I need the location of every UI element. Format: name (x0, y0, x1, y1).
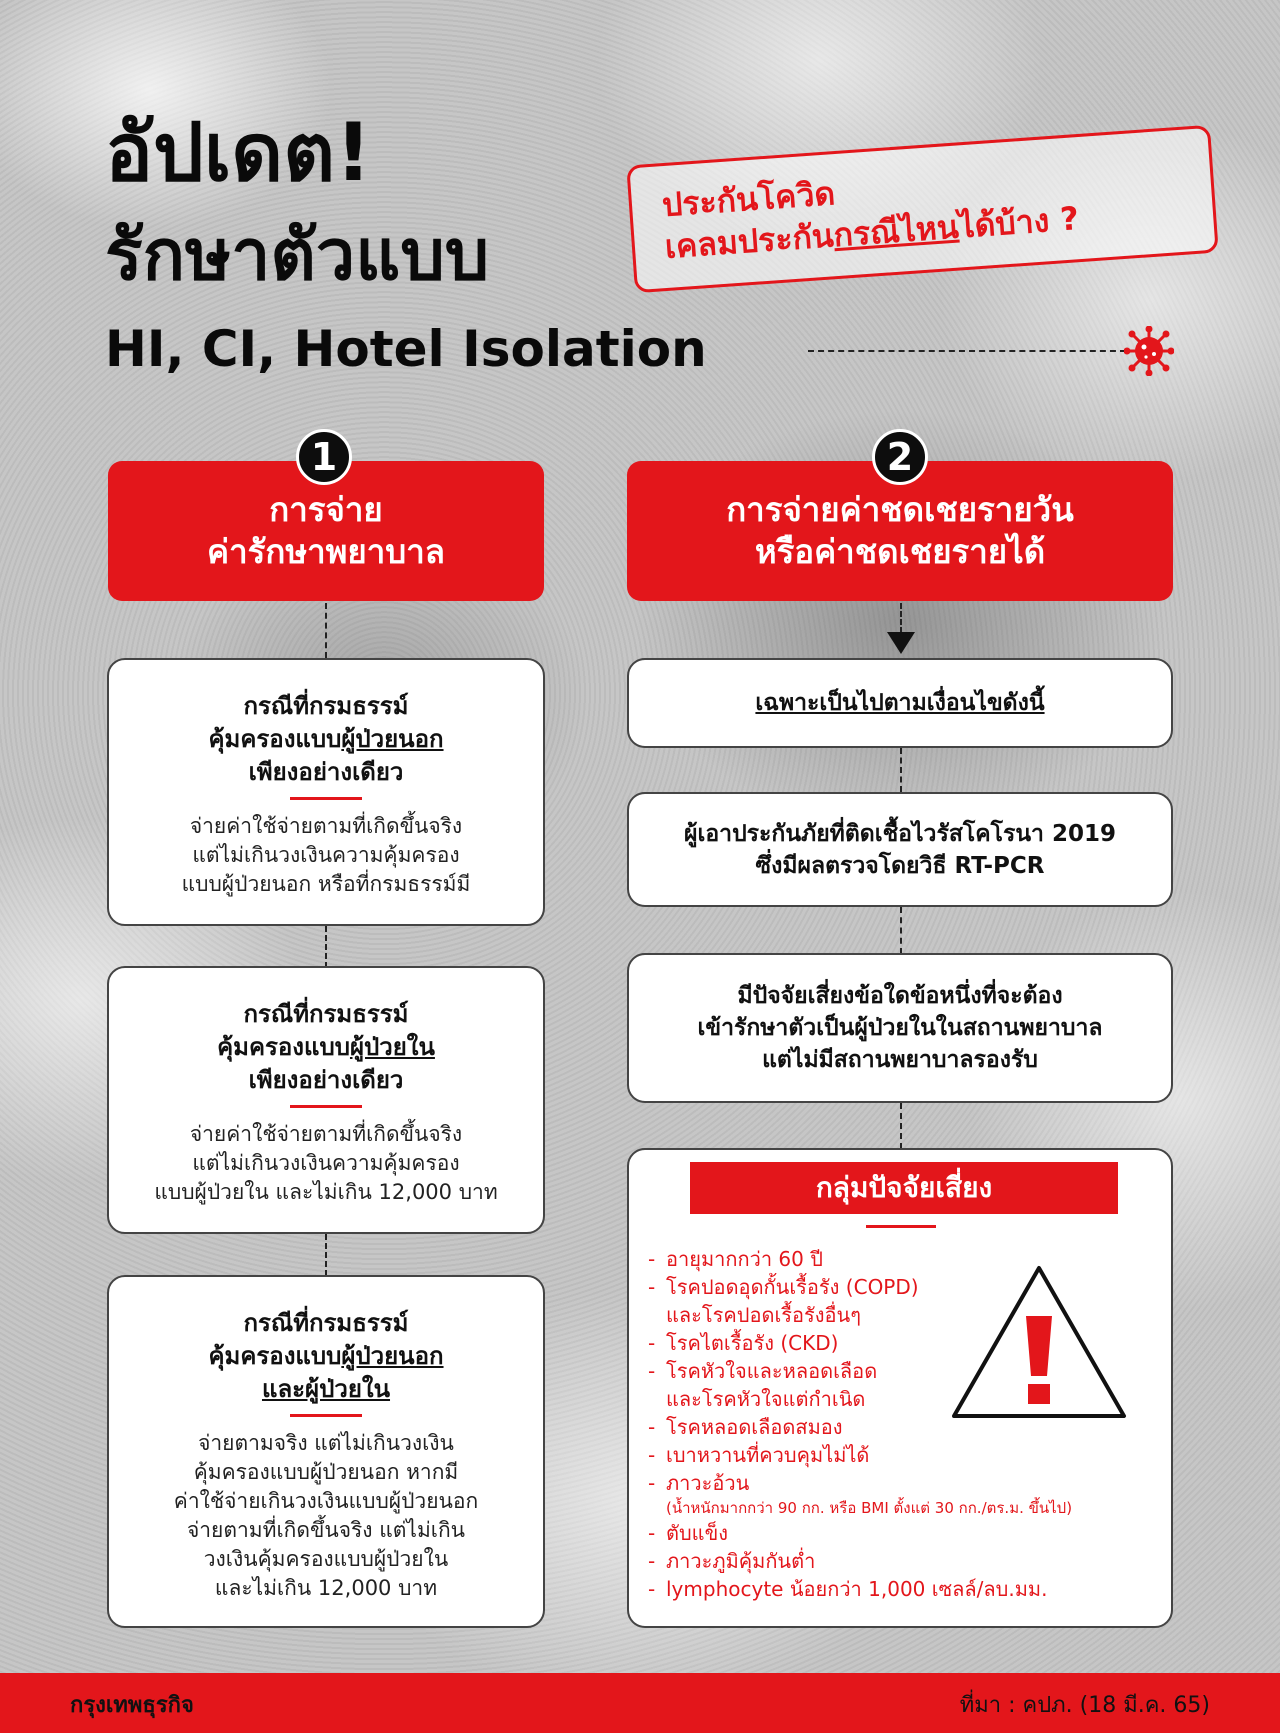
risk-item: - โรคปอดอุดกั้นเรื้อรัง (COPD) และโรคปอดเรื้อรังอื่นๆ (648, 1275, 919, 1327)
col2-connector-1 (900, 748, 902, 792)
card1-title-line3: เพียงอย่างเดียว (248, 758, 404, 786)
risk-group-heading: กลุ่มปัจจัยเสี่ยง (690, 1162, 1118, 1214)
risk-item: - เบาหวานที่ควบคุมไม่ได้ (648, 1443, 870, 1467)
risk-item: - อายุมากกว่า 60 ปี (648, 1247, 823, 1271)
footer-source: ที่มา : คปภ. (18 มี.ค. 65) (959, 1693, 1210, 1718)
card3-divider (290, 1414, 362, 1417)
col2-number-badge: 2 (872, 429, 928, 485)
card1-title-line2b: ผู้ป่วยนอก (341, 725, 444, 753)
card2-body-1: จ่ายค่าใช้จ่ายตามที่เกิดขึ้นจริง (189, 1122, 463, 1146)
card1-body-1: จ่ายค่าใช้จ่ายตามที่เกิดขึ้นจริง (189, 814, 463, 838)
col2-heading-line1: การจ่ายค่าชดเชยรายวัน (726, 490, 1074, 529)
warning-triangle-icon (948, 1262, 1130, 1422)
col1-number-badge: 1 (296, 429, 352, 485)
box1-line1: ผู้เอาประกันภัยที่ติดเชื้อไวรัสโคโรนา 2019 (684, 820, 1116, 847)
risk-item: - ตับแข็ง (648, 1521, 729, 1545)
risk-item: - โรคไตเรื้อรัง (CKD) (648, 1331, 839, 1355)
card2-divider (290, 1105, 362, 1108)
card2-title-line1: กรณีที่กรมธรรม์ (243, 1000, 409, 1028)
headline-treatment: รักษาตัวแบบ (105, 214, 490, 296)
col2-connector-3 (900, 1103, 902, 1149)
col1-heading-line1: การจ่าย (269, 490, 383, 529)
col1-card-inpatient (107, 966, 545, 1234)
card3-title-line2 (109, 1340, 543, 1373)
col2-condition-box-2 (627, 953, 1173, 1103)
card3-title-line3: และผู้ป่วยใน (261, 1375, 391, 1403)
card1-body-2: แต่ไม่เกินวงเงินความคุ้มครอง (192, 843, 460, 867)
card1-title-line1: กรณีที่กรมธรรม์ (243, 692, 409, 720)
card1-body-3: แบบผู้ป่วยนอก หรือที่กรมธรรม์มี (181, 872, 471, 896)
col2-heading-line2: หรือค่าชดเชยรายได้ (754, 532, 1046, 571)
col1-card-outpatient (107, 658, 545, 926)
down-arrow-icon (887, 632, 915, 654)
col1-heading-line2: ค่ารักษาพยาบาล (207, 532, 445, 571)
footer-brand: กรุงเทพธุรกิจ (70, 1693, 194, 1718)
col1-connector-2 (325, 926, 327, 968)
card3-title-line2b: ผู้ป่วยนอก (341, 1342, 444, 1370)
risk-item: - ภาวะอ้วน (น้ำหนักมากกว่า 90 กก. หรือ BMI ตั้งแต่ 30 กก./ตร.ม. ขึ้นไป) (648, 1471, 1073, 1517)
box1-line2: ซึ่งมีผลตรวจโดยวิธี RT-PCR (755, 852, 1045, 879)
box2-line1: มีปัจจัยเสี่ยงข้อใดข้อหนึ่งที่จะต้อง (737, 983, 1063, 1009)
card3-body-1: จ่ายตามจริง แต่ไม่เกินวงเงิน (198, 1431, 454, 1455)
card2-title-line2b: ผู้ป่วยใน (349, 1033, 435, 1061)
card1-title-line2 (109, 723, 543, 756)
col1-connector-3 (325, 1234, 327, 1276)
headline-isolation-types: HI, CI, Hotel Isolation (105, 320, 707, 378)
stamp-line-1: ประกันโควิด (660, 174, 837, 225)
risk-item: - โรคหัวใจและหลอดเลือด และโรคหัวใจแต่กำเนิด (648, 1359, 878, 1411)
headline-update: อัปเดต! (105, 106, 372, 199)
col1-connector-1 (325, 603, 327, 658)
col2-condition-title-box (627, 658, 1173, 748)
col1-card-both (107, 1275, 545, 1628)
title-dashed-line (808, 350, 1126, 352)
risk-group-divider (866, 1225, 936, 1228)
risk-item: - ภาวะภูมิคุ้มกันต่ำ (648, 1549, 816, 1573)
virus-icon (1124, 326, 1174, 376)
card2-body-3: แบบผู้ป่วยใน และไม่เกิน 12,000 บาท (154, 1180, 498, 1204)
card3-title-line2a: คุ้มครองแบบ (208, 1342, 342, 1370)
card3-body-3: ค่าใช้จ่ายเกินวงเงินแบบผู้ป่วยนอก (173, 1489, 479, 1513)
card2-title-line2 (109, 1031, 543, 1064)
stamp-line-2b: กรณีไหน (832, 207, 960, 255)
condition-title: เฉพาะเป็นไปตามเงื่อนไขดังนี้ (755, 690, 1045, 716)
risk-item: - โรคหลอดเลือดสมอง (648, 1415, 843, 1439)
col2-connector-2 (900, 907, 902, 954)
card2-body-2: แต่ไม่เกินวงเงินความคุ้มครอง (192, 1151, 460, 1175)
card2-title-line2a: คุ้มครองแบบ (217, 1033, 350, 1061)
card3-body-2: คุ้มครองแบบผู้ป่วยนอก หากมี (193, 1460, 459, 1484)
stamp-line-2a: เคลมประกัน (663, 216, 835, 267)
box2-line3: แต่ไม่มีสถานพยาบาลรองรับ (762, 1047, 1038, 1073)
card3-body-5: วงเงินคุ้มครองแบบผู้ป่วยใน (203, 1547, 449, 1571)
card3-body-6: และไม่เกิน 12,000 บาท (214, 1576, 438, 1600)
card3-title-line1: กรณีที่กรมธรรม์ (243, 1309, 409, 1337)
box2-line2: เข้ารักษาตัวเป็นผู้ป่วยในในสถานพยาบาล (697, 1015, 1103, 1041)
footer-bar (0, 1673, 1280, 1733)
col2-connector-0 (900, 603, 902, 633)
stamp-line-2c: ได้บ้าง ? (957, 199, 1081, 246)
risk-item: - lymphocyte น้อยกว่า 1,000 เซลล์/ลบ.มม. (648, 1577, 1048, 1601)
card3-body-4: จ่ายตามที่เกิดขึ้นจริง แต่ไม่เกิน (186, 1518, 466, 1542)
col2-condition-box-1 (627, 792, 1173, 907)
card1-divider (290, 797, 362, 800)
card2-title-line3: เพียงอย่างเดียว (248, 1066, 404, 1094)
card1-title-line2a: คุ้มครองแบบ (208, 725, 342, 753)
